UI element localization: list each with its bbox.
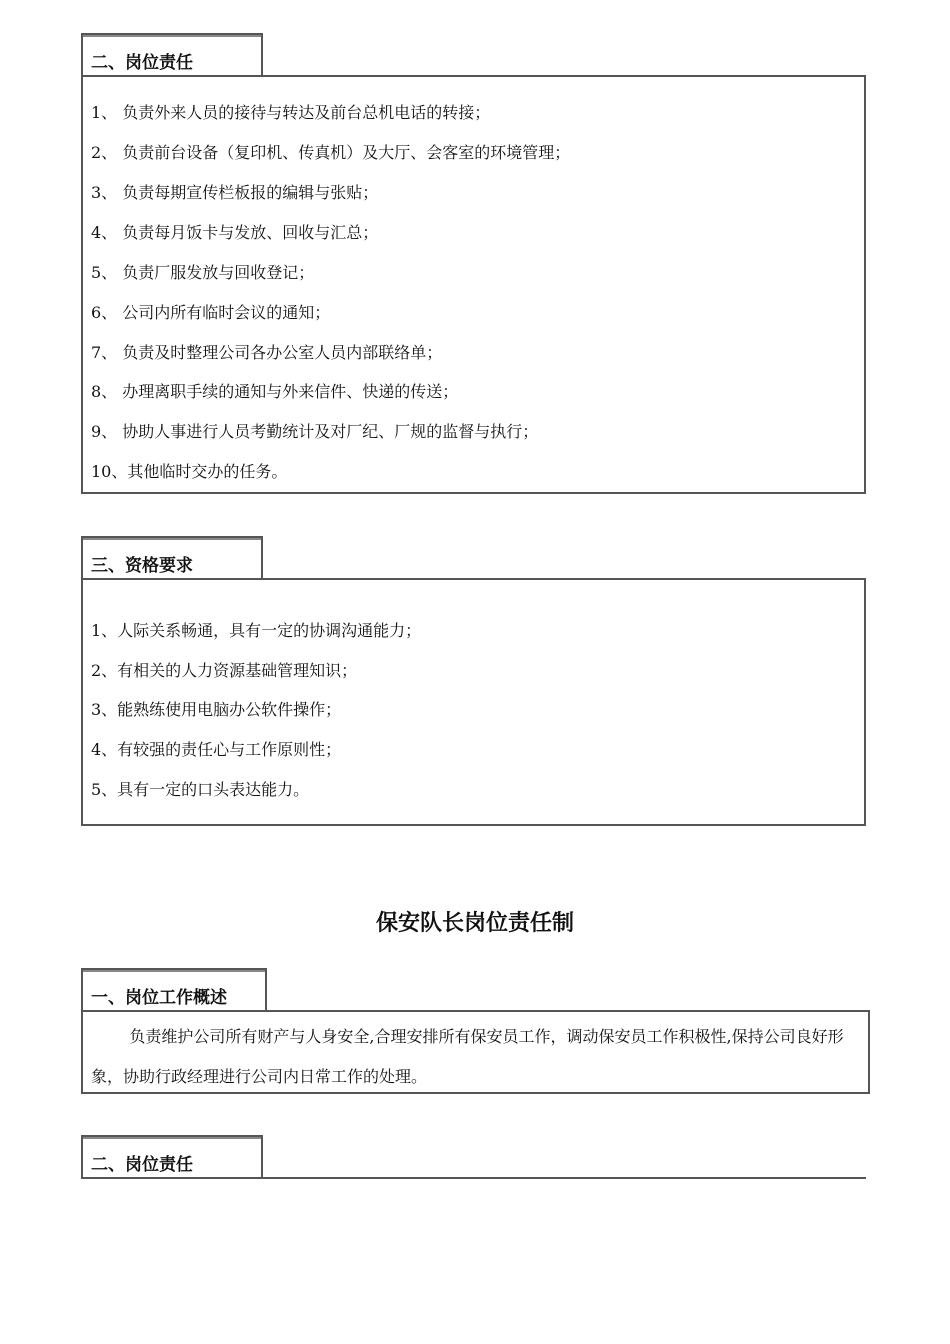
duty-item: 1、 负责外来人员的接待与转达及前台总机电话的转接； xyxy=(91,103,491,122)
section-requirements-heading-tab xyxy=(81,536,263,580)
document-title: 保安队长岗位责任制 xyxy=(375,911,574,936)
section-requirements-box xyxy=(81,580,866,826)
section-overview-box xyxy=(81,1012,870,1094)
duty-item: 4、 负责每月饭卡与发放、回收与汇总； xyxy=(91,223,379,242)
duty-item: 9、 协助人事进行人员考勤统计及对厂纪、厂规的监督与执行； xyxy=(91,422,539,441)
section-overview-heading-tab xyxy=(81,968,267,1012)
section-duties-2-heading: 二、岗位责任 xyxy=(91,1155,193,1175)
duty-item: 10、其他临时交办的任务。 xyxy=(91,462,288,481)
requirement-item: 4、有较强的责任心与工作原则性； xyxy=(91,740,342,759)
duty-item: 2、 负责前台设备（复印机、传真机）及大厅、会客室的环境管理； xyxy=(91,143,571,162)
duty-item: 6、 公司内所有临时会议的通知； xyxy=(91,303,331,322)
requirement-item: 3、能熟练使用电脑办公软件操作； xyxy=(91,700,342,719)
section-overview-heading: 一、岗位工作概述 xyxy=(91,988,227,1008)
section-duties-2-rule xyxy=(81,1177,866,1179)
duty-item: 3、 负责每期宣传栏板报的编辑与张贴； xyxy=(91,183,379,202)
overview-text: 负责维护公司所有财产与人身安全,合理安排所有保安员工作，调动保安员工作积极性,保持公司良好形象，协助行政经理进行公司内日常工作的处理。 xyxy=(91,1027,844,1086)
section-duties-1-box xyxy=(81,77,866,494)
section-requirements-heading: 三、资格要求 xyxy=(91,556,193,576)
section-duties-1-heading: 二、岗位责任 xyxy=(91,53,193,73)
duty-item: 7、 负责及时整理公司各办公室人员内部联络单； xyxy=(91,343,443,362)
section-duties-2-heading-tab xyxy=(81,1135,263,1179)
requirement-item: 2、有相关的人力资源基础管理知识； xyxy=(91,661,358,680)
requirement-item: 5、具有一定的口头表达能力。 xyxy=(91,780,310,799)
duty-item: 8、 办理离职手续的通知与外来信件、快递的传送； xyxy=(91,382,459,401)
requirement-item: 1、人际关系畅通，具有一定的协调沟通能力； xyxy=(91,621,422,640)
section-duties-1-heading-tab xyxy=(81,33,263,77)
duty-item: 5、 负责厂服发放与回收登记； xyxy=(91,263,315,282)
